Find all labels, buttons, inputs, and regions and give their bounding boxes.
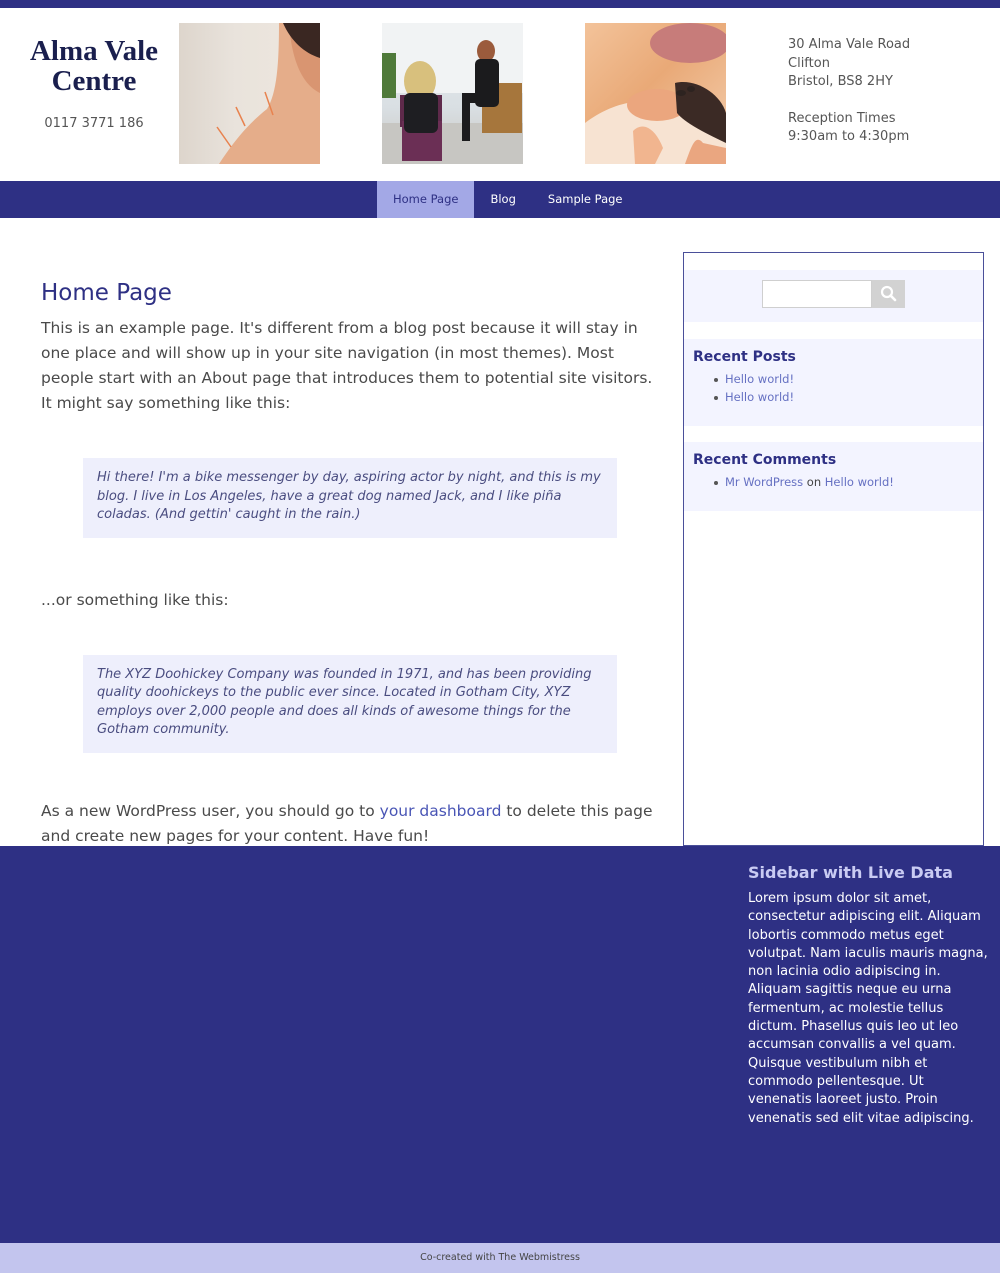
brand (20, 36, 168, 131)
footer-widget-title: Sidebar with Live Data (748, 863, 953, 882)
contact-address (788, 36, 910, 147)
reception-times-value: 9:30am to 4:30pm (788, 129, 910, 144)
example-quote-2: The XYZ Doohickey Company was founded in 1971, and has been providing quality doohickeys to the public ever since. Located in Gotham City, XYZ employs over 2,000 people and does all kinds of awesome things for the Gotham community. (83, 655, 617, 753)
footer-widget (748, 863, 988, 1128)
nav-item-blog[interactable]: Blog (490, 192, 516, 206)
nav-item-home-page[interactable]: Home Page (377, 181, 474, 218)
recent-post-link[interactable]: Hello world! (725, 372, 795, 386)
page-title: Home Page (41, 280, 172, 306)
phone-number: 0117 3771 186 (44, 116, 144, 131)
search-icon (880, 285, 897, 302)
recent-posts-list (693, 371, 974, 406)
outro-text-after: to delete this page and create new pages for your content. Have fun! (41, 801, 653, 845)
nav-item-sample-page[interactable]: Sample Page (547, 192, 623, 206)
search-button[interactable] (872, 280, 905, 308)
site-header (0, 8, 1000, 181)
comment-author-link[interactable]: Mr WordPress (725, 475, 804, 489)
reception-times-label: Reception Times (788, 110, 896, 126)
address-line-1: 30 Alma Vale Road (788, 37, 911, 52)
recent-posts-title: Recent Posts (693, 349, 796, 365)
recent-posts-widget (684, 339, 983, 426)
top-stripe (0, 0, 1000, 8)
list-item (725, 474, 974, 492)
recent-post-link[interactable]: Hello world! (725, 389, 795, 404)
search-input[interactable] (762, 280, 872, 308)
acupuncture-photo (179, 23, 320, 164)
search-widget (684, 270, 983, 322)
example-quote-1: Hi there! I'm a bike messenger by day, aspiring actor by night, and this is my blog. I live in Los Angeles, have a great dog named Jack, and I like piña coladas. (And gettin' caught in the rain.) (83, 458, 617, 538)
sidebar (683, 252, 984, 846)
recent-comments-list (693, 474, 974, 492)
main-nav (0, 181, 1000, 218)
or-paragraph: ...or something like this: (41, 590, 229, 609)
outro-paragraph (41, 799, 661, 849)
intro-paragraph: This is an example page. It's different from a blog post because it will stay in one place and will show up in your site navigation (in most themes). Most people start with an About page that introduces them to potential site visitors. It might say something like this: (41, 319, 653, 412)
counselling-photo (382, 23, 523, 164)
list-item (725, 371, 974, 389)
comment-on-text: on (806, 475, 822, 489)
address-line-3: Bristol, BS8 2HY (788, 74, 893, 89)
footer-area (0, 846, 1000, 1243)
address-line-2: Clifton (788, 55, 830, 71)
comment-post-link[interactable]: Hello world! (824, 475, 894, 489)
recent-comments-widget (684, 442, 983, 511)
nav-items (377, 181, 639, 218)
massage-photo (585, 23, 726, 164)
outro-text-before: As a new WordPress user, you should go to (41, 801, 380, 820)
list-item (725, 389, 974, 407)
recent-comments-title: Recent Comments (693, 452, 837, 468)
dashboard-link[interactable]: your dashboard (379, 801, 502, 820)
site-credits: Co-created with The Webmistress (0, 1243, 1000, 1273)
main-content (41, 280, 661, 849)
site-title[interactable]: Alma Vale Centre (29, 35, 159, 97)
footer-widget-text: Lorem ipsum dolor sit amet, consectetur adipiscing elit. Aliquam lobortis commodo metus eget volutpat. Nam iaculis mauris magna, non lacinia odio adipiscing in. Aliquam sagittis neque eu urna fermentum, ac molestie tellus dictum. Phasellus quis leo ut leo accumsan convallis a vel quam. Quisque vestibulum nibh et commodo pellentesque. Ut venenatis laoreet justo. Proin venenatis sed elit vitae adipiscing. (748, 891, 988, 1126)
